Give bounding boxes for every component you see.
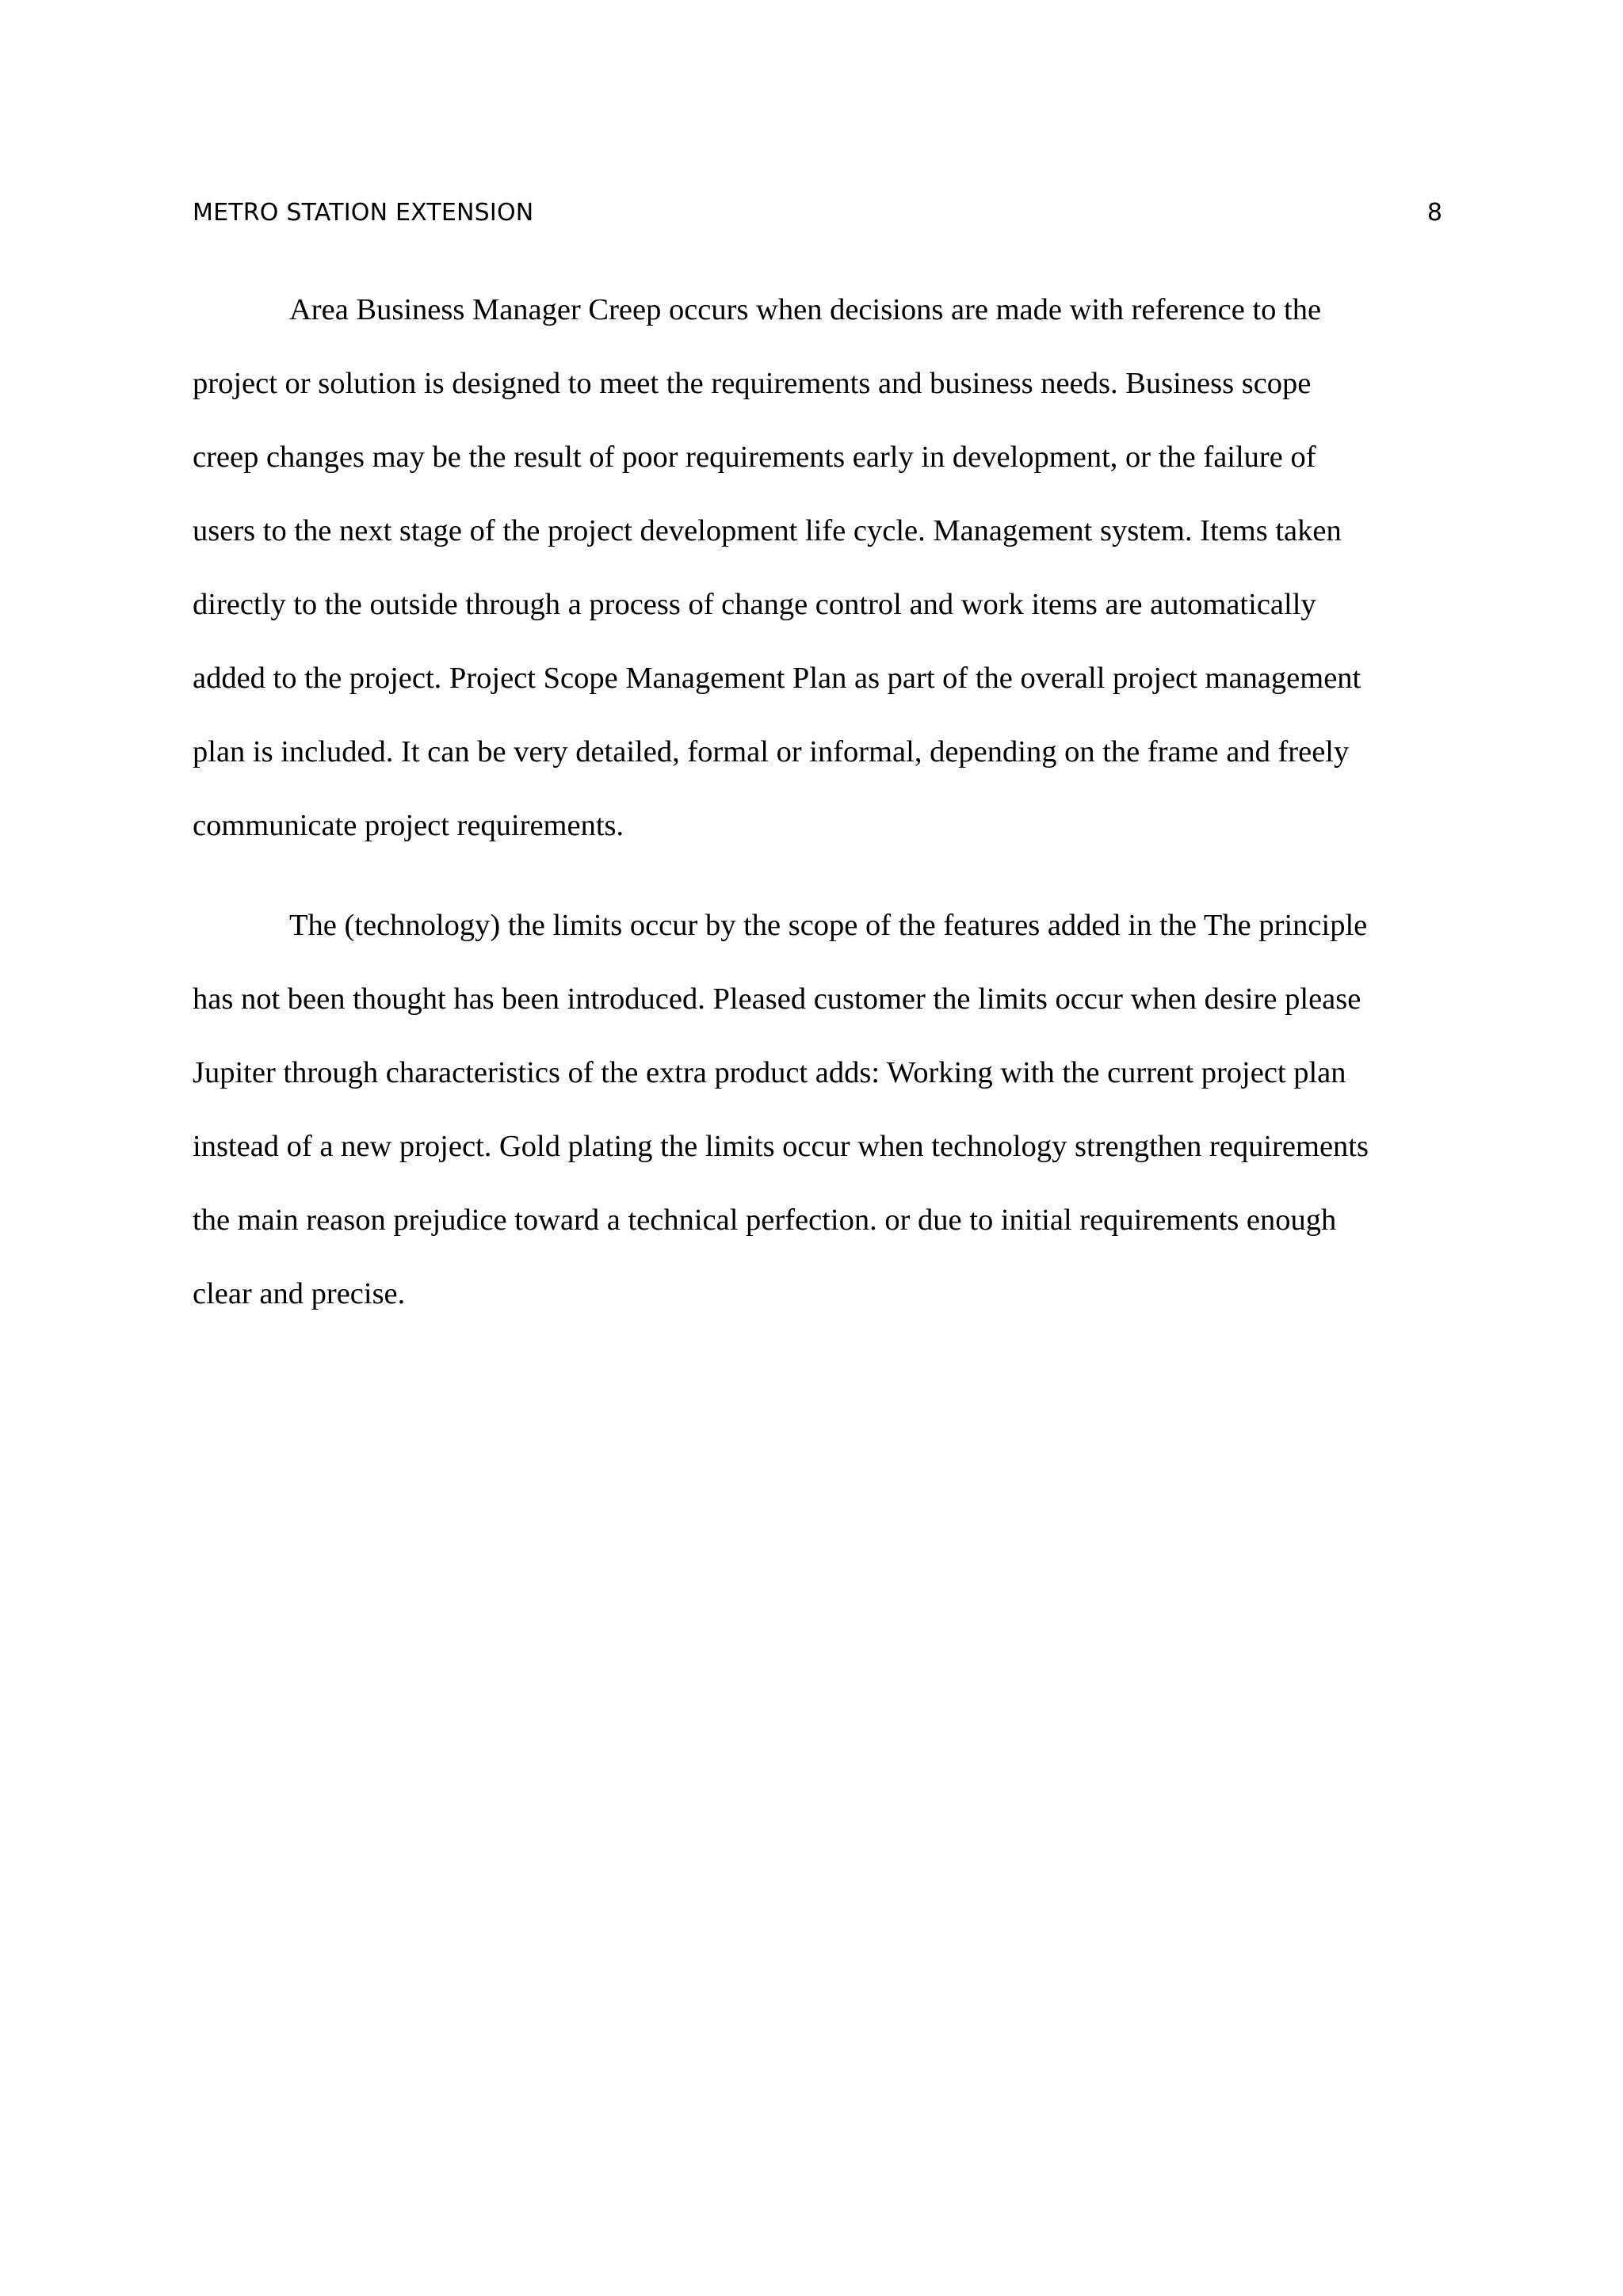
- paragraph-line: has not been thought has been introduced. Pleased customer the limits occur when desire please: [193, 982, 1361, 1016]
- paragraph-line: users to the next stage of the project development life cycle. Management system. Items taken: [193, 514, 1342, 547]
- paragraph-line: instead of a new project. Gold plating the limits occur when technology strengthen requirements: [193, 1130, 1369, 1163]
- paragraph-line: Jupiter through characteristics of the extra product adds: Working with the current project plan: [193, 1056, 1346, 1089]
- paragraph-line: plan is included. It can be very detailed, formal or informal, depending on the frame and freely: [193, 735, 1350, 769]
- page-number: 8: [1426, 198, 1442, 227]
- paragraph-line: added to the project. Project Scope Management Plan as part of the overall project management: [193, 662, 1361, 695]
- paragraph-2: [193, 889, 1461, 1331]
- paragraph-line: clear and precise.: [193, 1277, 406, 1310]
- running-head: METRO STATION EXTENSION: [193, 198, 534, 227]
- paragraph-line: directly to the outside through a process of change control and work items are automatically: [193, 588, 1316, 621]
- page-header: [193, 195, 1442, 230]
- paragraph-line: Area Business Manager Creep occurs when decisions are made with reference to the: [289, 293, 1322, 326]
- paragraph-line: The (technology) the limits occur by the scope of the features added in the The principle: [289, 909, 1368, 942]
- paragraph-line: the main reason prejudice toward a technical perfection. or due to initial requirements enough: [193, 1203, 1337, 1237]
- paragraph-line: project or solution is designed to meet the requirements and business needs. Business scope: [193, 367, 1312, 400]
- paragraph-line: creep changes may be the result of poor requirements early in development, or the failure of: [193, 441, 1316, 474]
- paragraph-1: [193, 273, 1461, 863]
- paragraph-line: communicate project requirements.: [193, 809, 624, 842]
